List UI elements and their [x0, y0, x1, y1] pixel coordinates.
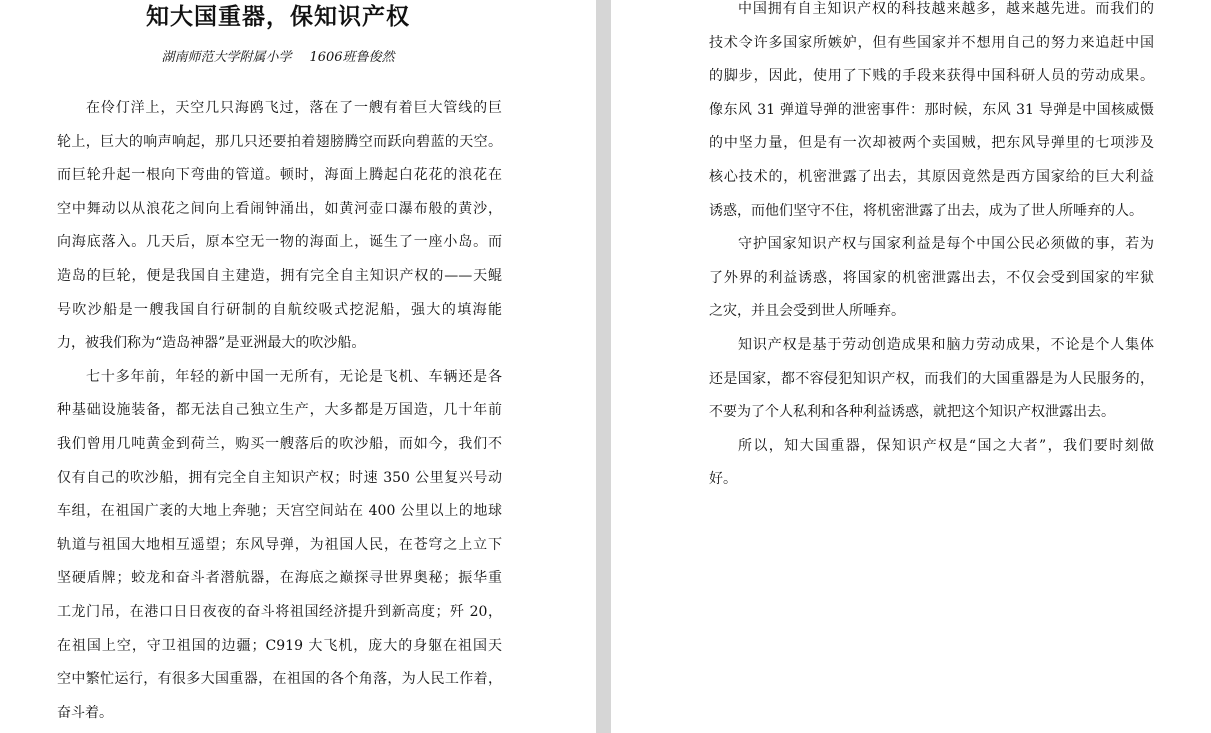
text-line: 奋斗着。 — [57, 704, 113, 721]
text-line: 造岛的巨轮，便是我国自主建造，拥有完全自主知识产权的——天鲲 — [57, 267, 502, 284]
text-line: 七十多年前，年轻的新中国一无所有，无论是飞机、车辆还是各 — [86, 368, 502, 385]
text-line: 号吹沙船是一艘我国自行研制的自航绞吸式挖泥船，强大的填海能 — [57, 301, 502, 318]
text-line: 工龙门吊，在港口日日夜夜的奋斗将祖国经济提升到新高度；歼 20， — [57, 603, 502, 620]
text-line: 的脚步，因此，使用了下贱的手段来获得中国科研人员的劳动成果。 — [709, 68, 1154, 85]
text-line: 还是国家，都不容侵犯知识产权，而我们的大国重器是为人民服务的， — [709, 370, 1154, 387]
text-line: 不要为了个人私利和各种利益诱惑，就把这个知识产权泄露出去。 — [709, 404, 1115, 421]
document-page-right — [611, 0, 1211, 733]
text-line: 在祖国上空，守卫祖国的边疆；C919 大飞机，庞大的身躯在祖国天 — [57, 637, 502, 654]
text-line: 中国拥有自主知识产权的科技越来越多，越来越先进。而我们的 — [738, 1, 1154, 17]
text-line: 诱惑，而他们坚守不住，将机密泄露了出去，成为了世人所唾弃的人。 — [709, 202, 1143, 219]
text-line: 仅有自己的吹沙船，拥有完全自主知识产权；时速 350 公里复兴号动 — [57, 469, 502, 486]
paragraph — [57, 361, 502, 731]
author-class-name: 1606班鲁俊然 — [309, 50, 395, 65]
text-line: 所以，知大国重器，保知识产权是“国之大者”，我们要时刻做 — [738, 437, 1154, 454]
text-line: 好。 — [709, 471, 737, 488]
author-school: 湖南师范大学附属小学 — [161, 50, 292, 65]
text-line: 的中坚力量，但是有一次却被两个卖国贼，把东风导弹里的七项涉及 — [709, 135, 1154, 152]
text-line: 种基础设施装备，都无法自己独立生产，大多都是万国造，几十年前 — [57, 402, 502, 419]
text-line: 了外界的利益诱惑，将国家的机密泄露出去，不仅会受到国家的牢狱 — [709, 269, 1154, 286]
left-column-body — [57, 92, 502, 730]
text-line: 车组，在祖国广袤的大地上奔驰；天宫空间站在 400 公里以上的地球 — [57, 503, 502, 520]
paragraph — [709, 0, 1154, 228]
document-title: 知大国重器，保知识产权 — [146, 3, 410, 30]
text-line: 我们曾用几吨黄金到荷兰，购买一艘落后的吹沙船，而如今，我们不 — [57, 435, 502, 452]
page-separator — [596, 0, 611, 733]
text-line: 空中舞动以从浪花之间向上看闹钟涌出，如黄河壶口瀑布般的黄沙， — [57, 200, 502, 217]
text-line: 轮上，巨大的响声响起，那几只还要拍着翅膀腾空而跃向碧蓝的天空。 — [57, 133, 502, 150]
document-page-left — [0, 0, 596, 733]
text-line: 技术令许多国家所嫉妒，但有些国家并不想用自己的努力来追赶中国 — [709, 34, 1154, 51]
text-line: 像东风 31 弹道导弹的泄密事件：那时候，东风 31 导弹是中国核威慑 — [709, 101, 1154, 118]
text-line: 守护国家知识产权与国家利益是每个中国公民必须做的事，若为 — [738, 236, 1154, 253]
text-line: 坚硬盾牌；蛟龙和奋斗者潜航器，在海底之巅探寻世界奥秘；振华重 — [57, 570, 502, 587]
paragraph — [709, 228, 1154, 329]
text-line: 而巨轮升起一根向下弯曲的管道。顿时，海面上腾起白花花的浪花在 — [57, 167, 502, 184]
text-line: 核心技术的，机密泄露了出去，其原因竟然是西方国家给的巨大利益 — [709, 168, 1154, 185]
paragraph — [57, 92, 502, 361]
author-line — [0, 49, 556, 67]
text-line: 力，被我们称为“造岛神器”是亚洲最大的吹沙船。 — [57, 335, 366, 352]
text-line: 向海底落入。几天后，原本空无一物的海面上，诞生了一座小岛。而 — [57, 234, 502, 251]
right-column-body — [709, 0, 1154, 497]
paragraph — [709, 430, 1154, 497]
text-line: 之灾，并且会受到世人所唾弃。 — [709, 303, 905, 320]
text-line: 知识产权是基于劳动创造成果和脑力劳动成果，不论是个人集体 — [738, 336, 1154, 353]
paragraph — [709, 329, 1154, 430]
text-line: 轨道与祖国大地相互遥望；东风导弹，为祖国人民，在苍穹之上立下 — [57, 536, 502, 553]
text-line: 在伶仃洋上，天空几只海鸥飞过，落在了一艘有着巨大管线的巨 — [86, 100, 502, 116]
text-line: 空中繁忙运行，有很多大国重器，在祖国的各个角落，为人民工作着， — [57, 671, 502, 688]
